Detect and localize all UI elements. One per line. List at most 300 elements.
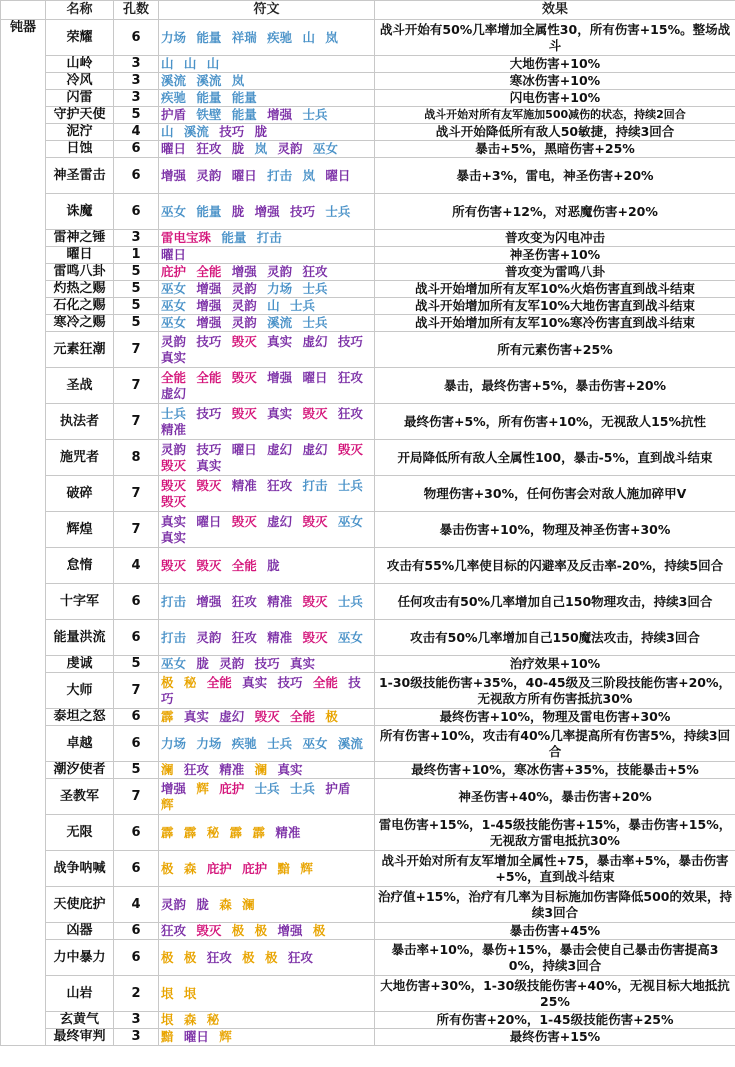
rune-list (159, 264, 375, 281)
rune: 护盾 (325, 780, 351, 796)
rune: 虚幻 (219, 709, 245, 724)
runeword-name: 闪雷 (46, 90, 114, 107)
table-row (1, 512, 735, 548)
rune: 打击 (161, 593, 187, 609)
table-row (1, 709, 735, 726)
rune-list (159, 124, 375, 141)
rune: 胧 (196, 656, 209, 671)
rune-list (159, 141, 375, 158)
rune: 全能 (312, 674, 338, 690)
hole-count: 7 (114, 476, 159, 512)
rune: 庇护 (206, 860, 232, 876)
rune: 灵韵 (277, 141, 303, 156)
rune: 毁灭 (302, 513, 328, 529)
table-row (1, 141, 735, 158)
effect-text: 治疗效果+10% (375, 656, 735, 673)
runeword-name: 山岭 (46, 56, 114, 73)
rune: 增强 (196, 593, 222, 609)
effect-text: 战斗开始增加所有友军10%大地伤害直到战斗结束 (375, 298, 735, 315)
effect-text: 任何攻击有50%几率增加自己150物理攻击，持续3回合 (375, 584, 735, 620)
effect-text: 大地伤害+30%，1-30级技能伤害+40%，无视目标大地抵抗25% (375, 976, 735, 1012)
rune: 秘 (206, 824, 220, 840)
rune: 黯 (161, 1029, 174, 1044)
rune: 曜日 (196, 513, 222, 529)
hole-count: 5 (114, 298, 159, 315)
rune: 增强 (267, 107, 293, 122)
rune: 技巧 (337, 333, 363, 349)
rune: 技巧 (219, 124, 245, 139)
rune-list (159, 194, 375, 230)
rune: 全能 (290, 709, 316, 724)
rune: 士兵 (302, 107, 328, 122)
rune-list (159, 230, 375, 247)
effect-text: 治疗值+15%，治疗有几率为目标施加伤害降低500的效果，持续3回合 (375, 887, 735, 923)
rune: 极 (254, 923, 268, 938)
runeword-name: 冷风 (46, 73, 114, 90)
rune: 毁灭 (196, 477, 222, 493)
table-row (1, 976, 735, 1012)
rune-list (159, 1012, 375, 1029)
rune: 增强 (254, 203, 280, 219)
effect-text: 1-30级技能伤害+35%，40-45级及三阶段技能伤害+20%，无视敌方所有伤害抵抗30% (375, 673, 735, 709)
runeword-name: 守护天使 (46, 107, 114, 124)
runeword-name: 最终审判 (46, 1029, 114, 1046)
table-row (1, 762, 735, 779)
rune: 澜 (161, 762, 174, 777)
hole-count: 6 (114, 851, 159, 887)
rune: 曜日 (183, 1029, 209, 1044)
rune: 真实 (196, 457, 222, 473)
rune: 极 (242, 949, 255, 965)
rune: 溪流 (267, 315, 293, 330)
runeword-name: 战争呐喊 (46, 851, 114, 887)
hole-count: 6 (114, 194, 159, 230)
rune: 胧 (267, 557, 280, 573)
rune: 极 (183, 949, 197, 965)
rune: 精准 (231, 477, 257, 493)
rune: 全能 (196, 369, 222, 385)
runeword-name: 荣耀 (46, 20, 114, 56)
rune: 毁灭 (231, 369, 257, 385)
rune-list (159, 620, 375, 656)
table-row (1, 673, 735, 709)
hole-count: 6 (114, 141, 159, 158)
rune: 秘 (183, 674, 197, 690)
rune: 士兵 (325, 203, 351, 219)
runeword-name: 玄黄气 (46, 1012, 114, 1029)
header-row (1, 1, 735, 20)
rune: 真实 (242, 674, 268, 690)
rune: 增强 (161, 780, 187, 796)
effect-text: 最终伤害+10%，寒冰伤害+35%，技能暴击+5% (375, 762, 735, 779)
runeword-name: 神圣雷击 (46, 158, 114, 194)
rune: 狂攻 (337, 369, 363, 385)
header-name: 名称 (46, 1, 114, 20)
rune: 灵韵 (219, 656, 245, 671)
runeword-name: 泰坦之怒 (46, 709, 114, 726)
rune: 曜日 (231, 167, 257, 183)
table-row (1, 230, 735, 247)
table-row (1, 281, 735, 298)
rune: 霹 (161, 824, 174, 840)
rune: 士兵 (267, 735, 293, 751)
rune-list (159, 404, 375, 440)
hole-count: 4 (114, 548, 159, 584)
rune: 灵韵 (267, 264, 293, 279)
rune-list (159, 281, 375, 298)
runeword-name: 山岩 (46, 976, 114, 1012)
hole-count: 6 (114, 940, 159, 976)
rune: 胧 (196, 896, 209, 912)
table-row (1, 332, 735, 368)
rune: 狂攻 (231, 629, 257, 645)
rune: 曜日 (161, 141, 187, 156)
rune: 增强 (161, 167, 187, 183)
rune: 巫女 (302, 735, 328, 751)
effect-text: 最终伤害+10%，物理及雷电伤害+30% (375, 709, 735, 726)
hole-count: 3 (114, 1012, 159, 1029)
hole-count: 1 (114, 247, 159, 264)
table-row (1, 726, 735, 762)
effect-text: 所有伤害+20%，1-45级技能伤害+25% (375, 1012, 735, 1029)
header-holes: 孔数 (114, 1, 159, 20)
header-runes: 符文 (159, 1, 375, 20)
table-row (1, 476, 735, 512)
runeword-name: 虔诚 (46, 656, 114, 673)
hole-count: 2 (114, 976, 159, 1012)
table-row (1, 923, 735, 940)
runeword-name: 施咒者 (46, 440, 114, 476)
hole-count: 7 (114, 673, 159, 709)
rune: 极 (161, 860, 174, 876)
table-row (1, 194, 735, 230)
rune: 垠 (183, 985, 197, 1001)
rune: 疾驰 (161, 90, 187, 105)
rune-list (159, 656, 375, 673)
runeword-name: 怠惰 (46, 548, 114, 584)
rune: 毁灭 (161, 493, 187, 509)
rune: 溪流 (183, 124, 209, 139)
rune: 极 (161, 674, 174, 690)
category-cell: 钝器 (1, 20, 46, 1046)
rune: 精准 (219, 762, 245, 777)
rune: 能量 (231, 107, 257, 122)
rune: 极 (265, 949, 278, 965)
runeword-name: 雷神之锤 (46, 230, 114, 247)
rune: 士兵 (337, 477, 363, 493)
rune: 真实 (161, 513, 187, 529)
runeword-name: 寒冷之赐 (46, 315, 114, 332)
runeword-name: 圣战 (46, 368, 114, 404)
rune: 全能 (206, 674, 232, 690)
table-row (1, 815, 735, 851)
hole-count: 7 (114, 779, 159, 815)
effect-text: 所有伤害+12%，对恶魔伤害+20% (375, 194, 735, 230)
rune-list (159, 762, 375, 779)
rune: 毁灭 (254, 709, 280, 724)
effect-text: 攻击有55%几率使目标的闪避率及反击率-20%，持续5回合 (375, 548, 735, 584)
runeword-name: 圣教军 (46, 779, 114, 815)
rune: 护盾 (161, 107, 187, 122)
runeword-name: 日蚀 (46, 141, 114, 158)
rune: 山 (161, 124, 174, 139)
table-row (1, 584, 735, 620)
hole-count: 6 (114, 158, 159, 194)
rune: 虚幻 (267, 441, 293, 457)
rune: 曜日 (161, 247, 187, 262)
rune-list (159, 73, 375, 90)
table-row (1, 107, 735, 124)
rune: 疾驰 (267, 29, 293, 45)
rune-list (159, 368, 375, 404)
table-row (1, 404, 735, 440)
rune: 溪流 (337, 735, 363, 751)
rune-list (159, 20, 375, 56)
rune: 疾驰 (231, 735, 257, 751)
runeword-name: 潮汐使者 (46, 762, 114, 779)
hole-count: 3 (114, 230, 159, 247)
table-row (1, 298, 735, 315)
rune: 毁灭 (196, 557, 222, 573)
effect-text: 神圣伤害+40%，暴击伤害+20% (375, 779, 735, 815)
effect-text: 普攻变为雷鸣八卦 (375, 264, 735, 281)
hole-count: 6 (114, 709, 159, 726)
rune: 增强 (196, 281, 222, 296)
rune: 真实 (267, 405, 293, 421)
rune: 虚幻 (267, 513, 293, 529)
rune: 狂攻 (302, 264, 328, 279)
runeword-name: 凶器 (46, 923, 114, 940)
rune: 技巧 (196, 405, 222, 421)
rune: 毁灭 (302, 629, 328, 645)
rune: 士兵 (254, 780, 280, 796)
rune: 增强 (267, 369, 293, 385)
rune: 力场 (267, 281, 293, 296)
hole-count: 5 (114, 264, 159, 281)
rune: 森 (183, 860, 197, 876)
rune: 灵韵 (196, 167, 222, 183)
rune: 技巧 (277, 674, 303, 690)
rune: 溪流 (161, 73, 187, 88)
rune: 能量 (231, 90, 257, 105)
effect-text: 暴击，最终伤害+5%，暴击伤害+20% (375, 368, 735, 404)
rune-list (159, 923, 375, 940)
rune: 精准 (267, 629, 293, 645)
rune: 能量 (196, 29, 222, 45)
hole-count: 3 (114, 1029, 159, 1046)
runeword-name: 石化之赐 (46, 298, 114, 315)
rune: 澜 (254, 762, 268, 777)
rune: 狂攻 (337, 405, 363, 421)
rune: 打击 (302, 477, 328, 493)
rune-list (159, 158, 375, 194)
rune: 力场 (161, 735, 187, 751)
rune: 打击 (161, 629, 187, 645)
rune: 狂攻 (206, 949, 232, 965)
rune: 毁灭 (161, 457, 187, 473)
effect-text: 战斗开始增加所有友军10%火焰伤害直到战斗结束 (375, 281, 735, 298)
rune: 全能 (161, 369, 187, 385)
hole-count: 5 (114, 107, 159, 124)
rune: 增强 (196, 315, 222, 330)
effect-text: 闪电伤害+10% (375, 90, 735, 107)
rune: 力场 (196, 735, 222, 751)
rune: 士兵 (290, 780, 316, 796)
effect-text: 开局降低所有敌人全属性100，暴击-5%，直到战斗结束 (375, 440, 735, 476)
rune: 真实 (290, 656, 316, 671)
rune: 打击 (256, 230, 282, 245)
effect-text: 雷电伤害+15%，1-45级技能伤害+15%，暴击伤害+15%，无视敌方雷电抵抗30% (375, 815, 735, 851)
hole-count: 6 (114, 923, 159, 940)
rune-list (159, 512, 375, 548)
runeword-name: 十字军 (46, 584, 114, 620)
rune: 狂攻 (287, 949, 313, 965)
rune-list (159, 673, 375, 709)
rune: 狂攻 (161, 923, 187, 938)
runeword-name: 大师 (46, 673, 114, 709)
rune: 毁灭 (231, 513, 257, 529)
rune: 辉 (300, 860, 313, 876)
table-row (1, 368, 735, 404)
rune: 灵韵 (161, 441, 187, 457)
table-row (1, 247, 735, 264)
runeword-name: 灼热之赐 (46, 281, 114, 298)
rune: 虚幻 (161, 385, 187, 401)
rune: 士兵 (290, 298, 316, 313)
effect-text: 战斗开始对所有友军施加500减伤的状态，持续2回合 (375, 107, 735, 124)
rune: 技巧 (290, 203, 316, 219)
effect-text: 大地伤害+10% (375, 56, 735, 73)
hole-count: 8 (114, 440, 159, 476)
rune: 垠 (161, 985, 174, 1001)
rune-list (159, 548, 375, 584)
runeword-name: 破碎 (46, 476, 114, 512)
rune-list (159, 440, 375, 476)
rune: 极 (231, 923, 245, 938)
rune: 精准 (267, 593, 293, 609)
rune: 毁灭 (161, 477, 187, 493)
rune-list (159, 584, 375, 620)
rune: 增强 (277, 923, 303, 938)
hole-count: 3 (114, 73, 159, 90)
runeword-name: 曜日 (46, 247, 114, 264)
rune-list (159, 851, 375, 887)
table-row (1, 124, 735, 141)
rune: 曜日 (325, 167, 351, 183)
effect-text: 寒冰伤害+10% (375, 73, 735, 90)
hole-count: 7 (114, 332, 159, 368)
rune: 铁壁 (196, 107, 222, 122)
runeword-name: 卓越 (46, 726, 114, 762)
hole-count: 5 (114, 762, 159, 779)
rune: 庇护 (219, 780, 245, 796)
rune-list (159, 107, 375, 124)
rune: 巫女 (161, 315, 187, 330)
rune: 虚幻 (302, 441, 328, 457)
rune: 真实 (161, 529, 187, 545)
hole-count: 6 (114, 726, 159, 762)
rune: 打击 (267, 167, 293, 183)
rune: 技巧 (196, 441, 222, 457)
hole-count: 6 (114, 20, 159, 56)
rune: 极 (325, 709, 338, 724)
rune-list (159, 247, 375, 264)
hole-count: 3 (114, 90, 159, 107)
rune: 狂攻 (183, 762, 209, 777)
table-row (1, 940, 735, 976)
rune: 灵韵 (231, 315, 257, 330)
rune: 真实 (161, 349, 187, 365)
table-row (1, 264, 735, 281)
rune: 毁灭 (196, 923, 222, 938)
rune: 巫女 (161, 203, 187, 219)
rune: 精准 (275, 824, 301, 840)
effect-text: 暴击伤害+45% (375, 923, 735, 940)
rune: 能量 (196, 90, 222, 105)
rune: 胧 (231, 203, 245, 219)
effect-text: 暴击+5%，黑暗伤害+25% (375, 141, 735, 158)
table-row (1, 851, 735, 887)
rune: 胧 (254, 124, 268, 139)
rune-list (159, 887, 375, 923)
rune: 岚 (302, 167, 316, 183)
rune: 士兵 (337, 593, 363, 609)
rune: 狂攻 (231, 593, 257, 609)
table-row (1, 1029, 735, 1046)
hole-count: 6 (114, 620, 159, 656)
rune: 虚幻 (302, 333, 328, 349)
effect-text: 物理伤害+30%，任何伤害会对敌人施加碎甲V (375, 476, 735, 512)
effect-text: 暴击率+10%，暴伤+15%，暴击会使自己暴击伤害提高30%，持续3回合 (375, 940, 735, 976)
rune: 霹 (252, 824, 266, 840)
rune: 狂攻 (196, 141, 222, 156)
table-row (1, 73, 735, 90)
rune: 辉 (161, 796, 174, 812)
runeword-name: 无限 (46, 815, 114, 851)
rune: 霹 (161, 709, 174, 724)
hole-count: 7 (114, 368, 159, 404)
rune-list (159, 709, 375, 726)
rune: 毁灭 (337, 441, 363, 457)
rune: 巫女 (337, 629, 363, 645)
table-row (1, 779, 735, 815)
rune: 毁灭 (231, 333, 257, 349)
runeword-name: 泥泞 (46, 124, 114, 141)
rune: 增强 (196, 298, 222, 313)
rune: 庇护 (161, 264, 187, 279)
rune: 灵韵 (231, 281, 257, 296)
rune-list (159, 476, 375, 512)
rune: 精准 (161, 421, 187, 437)
hole-count: 4 (114, 124, 159, 141)
rune: 山 (267, 298, 280, 313)
rune: 极 (312, 923, 326, 938)
effect-text: 暴击伤害+10%，物理及神圣伤害+30% (375, 512, 735, 548)
rune-list (159, 1029, 375, 1046)
table-row (1, 440, 735, 476)
rune: 技巧 (196, 333, 222, 349)
rune: 霹 (183, 824, 197, 840)
rune: 垠 (161, 1012, 174, 1027)
rune: 岚 (254, 141, 268, 156)
effect-text: 最终伤害+5%，所有伤害+10%，无视敌人15%抗性 (375, 404, 735, 440)
rune-list (159, 56, 375, 73)
rune: 澜 (242, 896, 255, 912)
rune: 能量 (196, 203, 222, 219)
rune: 力场 (161, 29, 187, 45)
rune: 曜日 (231, 441, 257, 457)
rune: 岚 (231, 73, 245, 88)
